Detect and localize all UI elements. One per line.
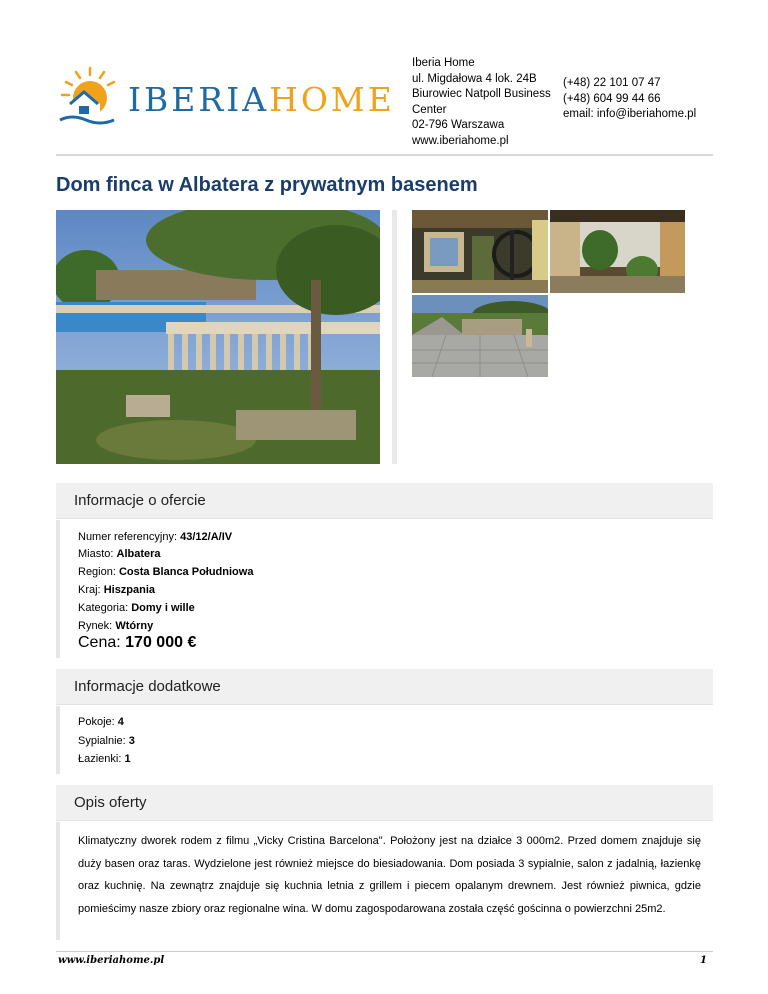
logo-wordmark: IBERIAHOME — [128, 80, 395, 119]
header-divider — [56, 154, 713, 156]
footer-divider — [56, 951, 713, 952]
country-row: Kraj: Hiszpania — [78, 584, 156, 596]
agency-phones — [563, 76, 696, 123]
section-title: Opis oferty — [74, 794, 147, 811]
rooms-row: Pokoje: 4 — [78, 716, 124, 728]
page-number: 1 — [700, 955, 707, 966]
address-line: 02-796 Warszawa — [412, 119, 505, 131]
phone-line: (+48) 22 101 07 47 — [563, 77, 661, 89]
interior-staircase-photo-icon — [412, 210, 548, 293]
phone-line: (+48) 604 99 44 66 — [563, 92, 661, 105]
price: Cena: 170 000 € — [78, 634, 197, 651]
thumbnail-photo[interactable] — [550, 210, 685, 293]
agency-address — [412, 56, 551, 149]
address-line: Iberia Home — [412, 57, 475, 69]
section-title: Informacje dodatkowe — [74, 678, 221, 695]
stone-patio-photo-icon — [412, 295, 548, 377]
page-title: Dom finca w Albatera z prywatnym basenem — [56, 174, 478, 196]
offer-info-header — [56, 483, 713, 519]
bedrooms-row: Sypialnie: 3 — [78, 735, 135, 747]
category-row: Kategoria: Domy i wille — [78, 602, 195, 614]
footer-website[interactable]: www.iberiahome.pl — [58, 955, 165, 966]
address-line: Center — [412, 103, 447, 116]
iberia-home-logo — [56, 66, 395, 126]
description-body — [56, 822, 713, 940]
bathrooms-row: Łazienki: 1 — [78, 753, 131, 765]
description-header — [56, 785, 713, 821]
region-row: Region: Costa Blanca Południowa — [78, 566, 254, 578]
photo-shadow — [392, 210, 397, 464]
description-text: Klimatyczny dworek rodem z filmu „Vicky Cristina Barcelona". Położony jest na działce 3 000m2. Przed domem znajduje się duży basen oraz taras. Wydzielone jest również miejsce do biesiadowania. Dom posiada 3 sypialnie, salon z jadalnią, łazienkę oraz kuchnię. Na zewnątrz znajduje się kuchnia letnia z grillem i piecem opalanym drewnem. Jest również piwnica, gdzie pomieścimy nasze zbiory oraz regionalne wina. W domu zagospodarowana została część gościnna o powierzchni 25m2. — [78, 835, 701, 915]
city-row: Miasto: Albatera — [78, 548, 161, 560]
address-line: Biurowiec Natpoll Business — [412, 88, 551, 100]
sun-house-icon — [56, 66, 122, 126]
villa-garden-photo-icon — [56, 210, 380, 464]
additional-info-body — [56, 706, 713, 774]
reference-number-row: Numer referencyjny: 43/12/A/IV — [78, 531, 233, 543]
thumbnail-photo[interactable] — [412, 295, 548, 377]
offer-info-body — [56, 520, 713, 658]
address-line: ul. Migdałowa 4 lok. 24B — [412, 72, 537, 85]
main-property-photo[interactable] — [56, 210, 380, 464]
website-link[interactable]: www.iberiahome.pl — [412, 134, 509, 147]
email-line[interactable]: email: info@iberiahome.pl — [563, 108, 697, 120]
section-title: Informacje o ofercie — [74, 492, 206, 509]
additional-info-header — [56, 669, 713, 705]
market-row: Rynek: Wtórny — [78, 620, 154, 632]
covered-terrace-photo-icon — [550, 210, 685, 293]
thumbnail-photo[interactable] — [412, 210, 548, 293]
